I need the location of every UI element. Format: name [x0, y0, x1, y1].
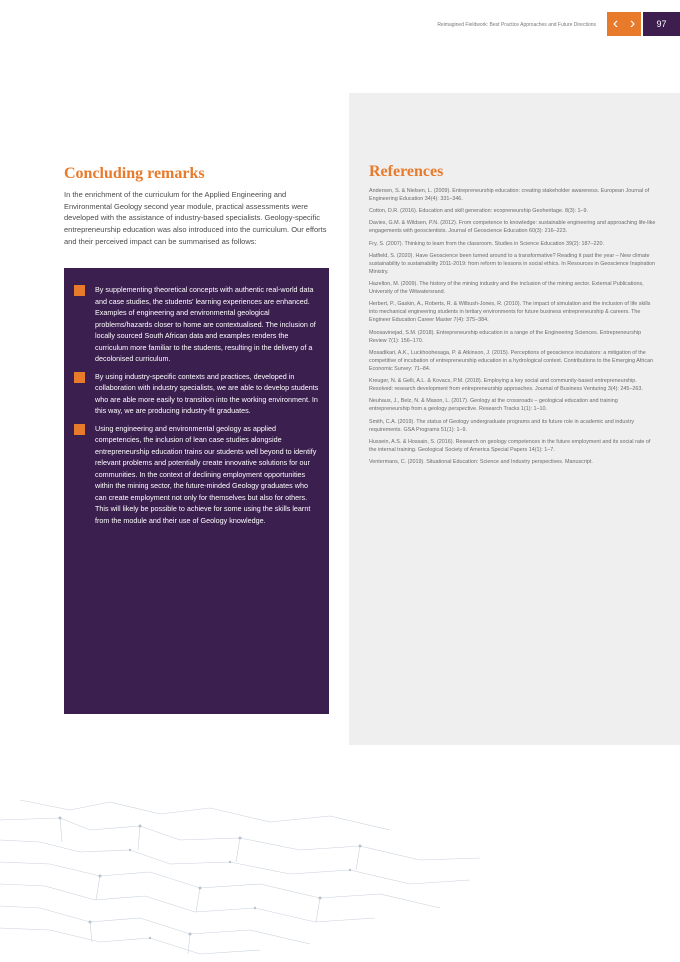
key-point-text: By supplementing theoretical concepts with authentic real-world data and case studies, the students' learning experiences are enhanced. Examples of engineering and environmental geological problems/hazards closer to home are contextualised. The inclusion of locally sourced South African data and examples renders the curriculum more familiar to the students, resulting in the delivery of a decolonised curriculum. [95, 285, 316, 364]
bullet-square-icon [74, 285, 85, 296]
reference-item: Ventermans, C. (2019). Situational Education: Science and Industry perspectives. Manuscript. [369, 458, 593, 465]
key-point [74, 284, 319, 365]
key-point-text: Using engineering and environmental geology as applied competencies, the inclusion of lean case studies alongside entrepreneurship education trains our students well beyond to identify relevant problems and potentially create innovative solutions for our communities. In the context of declining employment opportunities within the mining sector, the future-minded Geology graduates who can create employment not only for themselves but also for others. This will likely be possible to achieve for some using the skills learnt from the module and their use of Geology knowledge. [95, 423, 317, 525]
reference-item: Herbert, P., Gaskin, A., Roberts, R. & Wilbush-Jones, R. (2010). The impact of simulation and the inclusion of life skills into mechanical engineering students in tertiary environments for future business entrepreneurship & careers. The Engineer Education Career Master 7(4): 375–384. [369, 301, 651, 324]
bullet-square-icon [74, 372, 85, 383]
concluding-intro: In the enrichment of the curriculum for the Applied Engineering and Environmental Geology second year module, practical assessments were developed with the assistance of industry-based specialists. Geology-specific entrepreneurship education was also introduced into the curriculum. Our efforts and their perceived impact can be summarised as follows: [64, 190, 327, 246]
references-list [369, 163, 659, 470]
reference-item: Smith, C.A. (2019). The status of Geology undergraduate programs and its future role in academic and industry requirements. GSA Programs 51(1): 1–9. [369, 418, 635, 433]
key-point-text: By using industry-specific contexts and practices, developed in collaboration with industry specialists, we are able to develop students who are able more easily to transition into the working environment. In this way, we are producing industry-fit graduates. [95, 371, 319, 416]
references-title: References [369, 163, 444, 180]
chevron-right-icon[interactable]: › [629, 15, 636, 32]
reference-item: Moosavinejad, S.M. (2018). Entrepreneurship education in a range of the Engineering Sciences. Entrepreneurship Review 7(1): 156–170. [369, 329, 642, 344]
reference-item: Hazelton, M. (2009). The history of the mining industry and the inclusion of the mining sector. External Publications, University of the Witwatersrand. [369, 280, 644, 296]
concluding-title: Concluding remarks [64, 165, 205, 182]
reference-item: Davies, G.M. & Wildsen, P.N. (2012). From competence to knowledge: sustainable engineering and approaching life-like engagements with geoscientists. Journal of Geoscience Education 60(3): 216–223. [369, 220, 656, 235]
reference-item: Kreuger, N. & Gelli, A.L. & Kovacs, P.M. (2018). Employing a key social and community-based entrepreneurship. Resolved: research development from entrepreneurship approaches. Journal of Business Venturing 3(4): 245–263. [369, 378, 643, 393]
reference-item: Neuhaus, J., Belz, N. & Mason, L. (2017). Geology at the crossroads – geological education and training entrepreneurship from a geology perspective. Research Tracks 1(1): 1–10. [369, 398, 618, 413]
reference-item: Hussein, A.S. & Hossain, S. (2016). Research on geology competences in the future employment and its social rate of the internal training. Geological Society of America Special Papers 14(1): 1–7. [369, 438, 651, 453]
page-nav [607, 12, 641, 36]
reference-item: Mosadikari, A.K., Luckhoohesaga, P. & Atkinson, J. (2015). Perceptions of geoscience incubators: a mitigation of the competitive of incubation of entrepreneurship education in a hydrological context. Contributions to the Emerging African Economic Survey: 71–84. [369, 349, 654, 372]
page-number: 97 [643, 12, 680, 36]
key-point [74, 371, 319, 417]
chevron-left-icon[interactable]: ‹ [612, 15, 619, 32]
reference-item: Cotton, D.R. (2016). Education and skill generation: ecopreneurship Geoheritage. 8(3): 1–9. [369, 208, 589, 215]
references-panel [349, 93, 680, 745]
bullet-square-icon [74, 424, 85, 435]
reference-item: Hatfield, S. (2020). Have Geoscience been turned around to a transformative? Reading it past the year – New climate sustainability to sustainability 2011-2019: from reform to lessons in social ethics. In Resources in Geoscience Inspiration Ministry. [369, 252, 656, 275]
concluding-section [64, 165, 328, 247]
key-point [74, 423, 319, 527]
circuit-map-pattern [0, 780, 480, 962]
reference-item: Andersen, S. & Nielsen, L. (2009). Entrepreneurship education: creating stakeholder awareness. European Journal of Engineering Education 34(4): 331–346. [369, 188, 650, 203]
reference-item: Fry, S. (2007). Thinking to learn from the classroom. Studies in Science Education 39(2): 187–220. [369, 240, 605, 247]
running-header: Reimagined Fieldwork: Best Practice Approaches and Future Directions [437, 22, 596, 28]
key-points-box [64, 268, 329, 714]
